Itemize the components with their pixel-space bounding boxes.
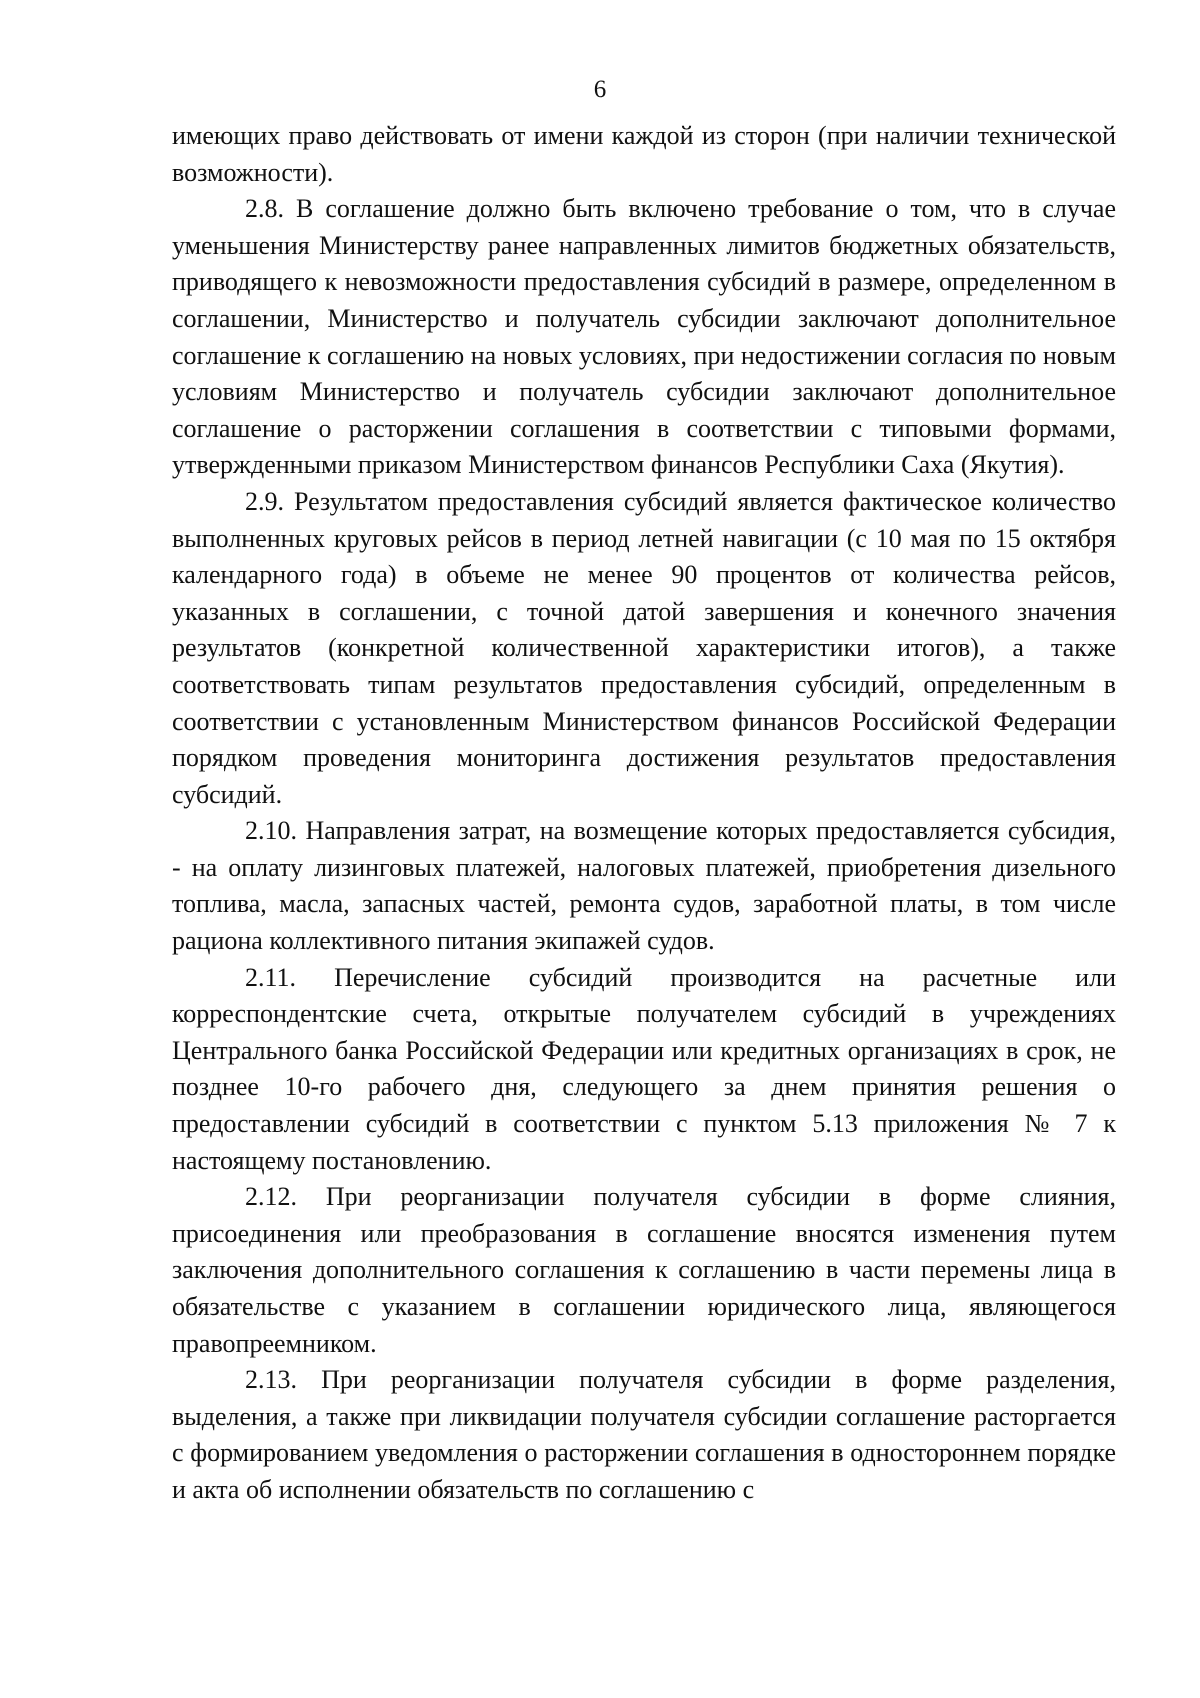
document-body [172, 118, 1116, 1509]
paragraph-2-8: 2.8. В соглашение должно быть включено требование о том, что в случае уменьшения Министерству ранее направленных лимитов бюджетных обязательств, приводящего к невозможности предоставления субсидий в размере, определенном в соглашении, Министерство и получатель субсидии заключают дополнительное соглашение к соглашению на новых условиях, при недостижении согласия по новым условиям Министерство и получатель субсидии заключают дополнительное соглашение о расторжении соглашения в соответствии с типовыми формами, утвержденными приказом Министерством финансов Республики Саха (Якутия). [172, 194, 1116, 480]
page-number: 6 [593, 76, 607, 103]
paragraph-2-12: 2.12. При реорганизации получателя субсидии в форме слияния, присоединения или преобразования в соглашение вносятся изменения путем заключения дополнительного соглашения к соглашению в части перемены лица в обязательстве с указанием в соглашении юридического лица, являющегося правопреемником. [172, 1182, 1116, 1358]
paragraph-continuation: имеющих право действовать от имени каждой из сторон (при наличии технической возможности). [172, 121, 1116, 187]
paragraph-2-9: 2.9. Результатом предоставления субсидий является фактическое количество выполненных круговых рейсов в период летней навигации (с 10 мая по 15 октября календарного года) в объеме не менее 90 процентов от количества рейсов, указанных в соглашении, с точной датой завершения и конечного значения результатов (конкретной количественной характеристики итогов), а также соответствовать типам результатов предоставления субсидий, определенным в соответствии с установленным Министерством финансов Российской Федерации порядком проведения мониторинга достижения результатов предоставления субсидий. [172, 486, 1116, 809]
paragraph-2-13: 2.13. При реорганизации получателя субсидии в форме разделения, выделения, а также при ликвидации получателя субсидии соглашение расторгается с формированием уведомления о расторжении соглашения в одностороннем порядке и акта об исполнении обязательств по соглашению с [172, 1365, 1116, 1504]
paragraph-2-10: 2.10. Направления затрат, на возмещение которых предоставляется субсидия, - на оплату лизинговых платежей, налоговых платежей, приобретения дизельного топлива, масла, запасных частей, ремонта судов, заработной платы, в том числе рациона коллективного питания экипажей судов. [172, 816, 1116, 956]
paragraph-2-11: 2.11. Перечисление субсидий производится на расчетные или корреспондентские счета, открытые получателем субсидий в учреждениях Центрального банка Российской Федерации или кредитных организациях в срок, не позднее 10-го рабочего дня, следующего за днем принятия решения о предоставлении субсидий в соответствии с пунктом 5.13 приложения № 7 к настоящему постановлению. [172, 962, 1116, 1175]
